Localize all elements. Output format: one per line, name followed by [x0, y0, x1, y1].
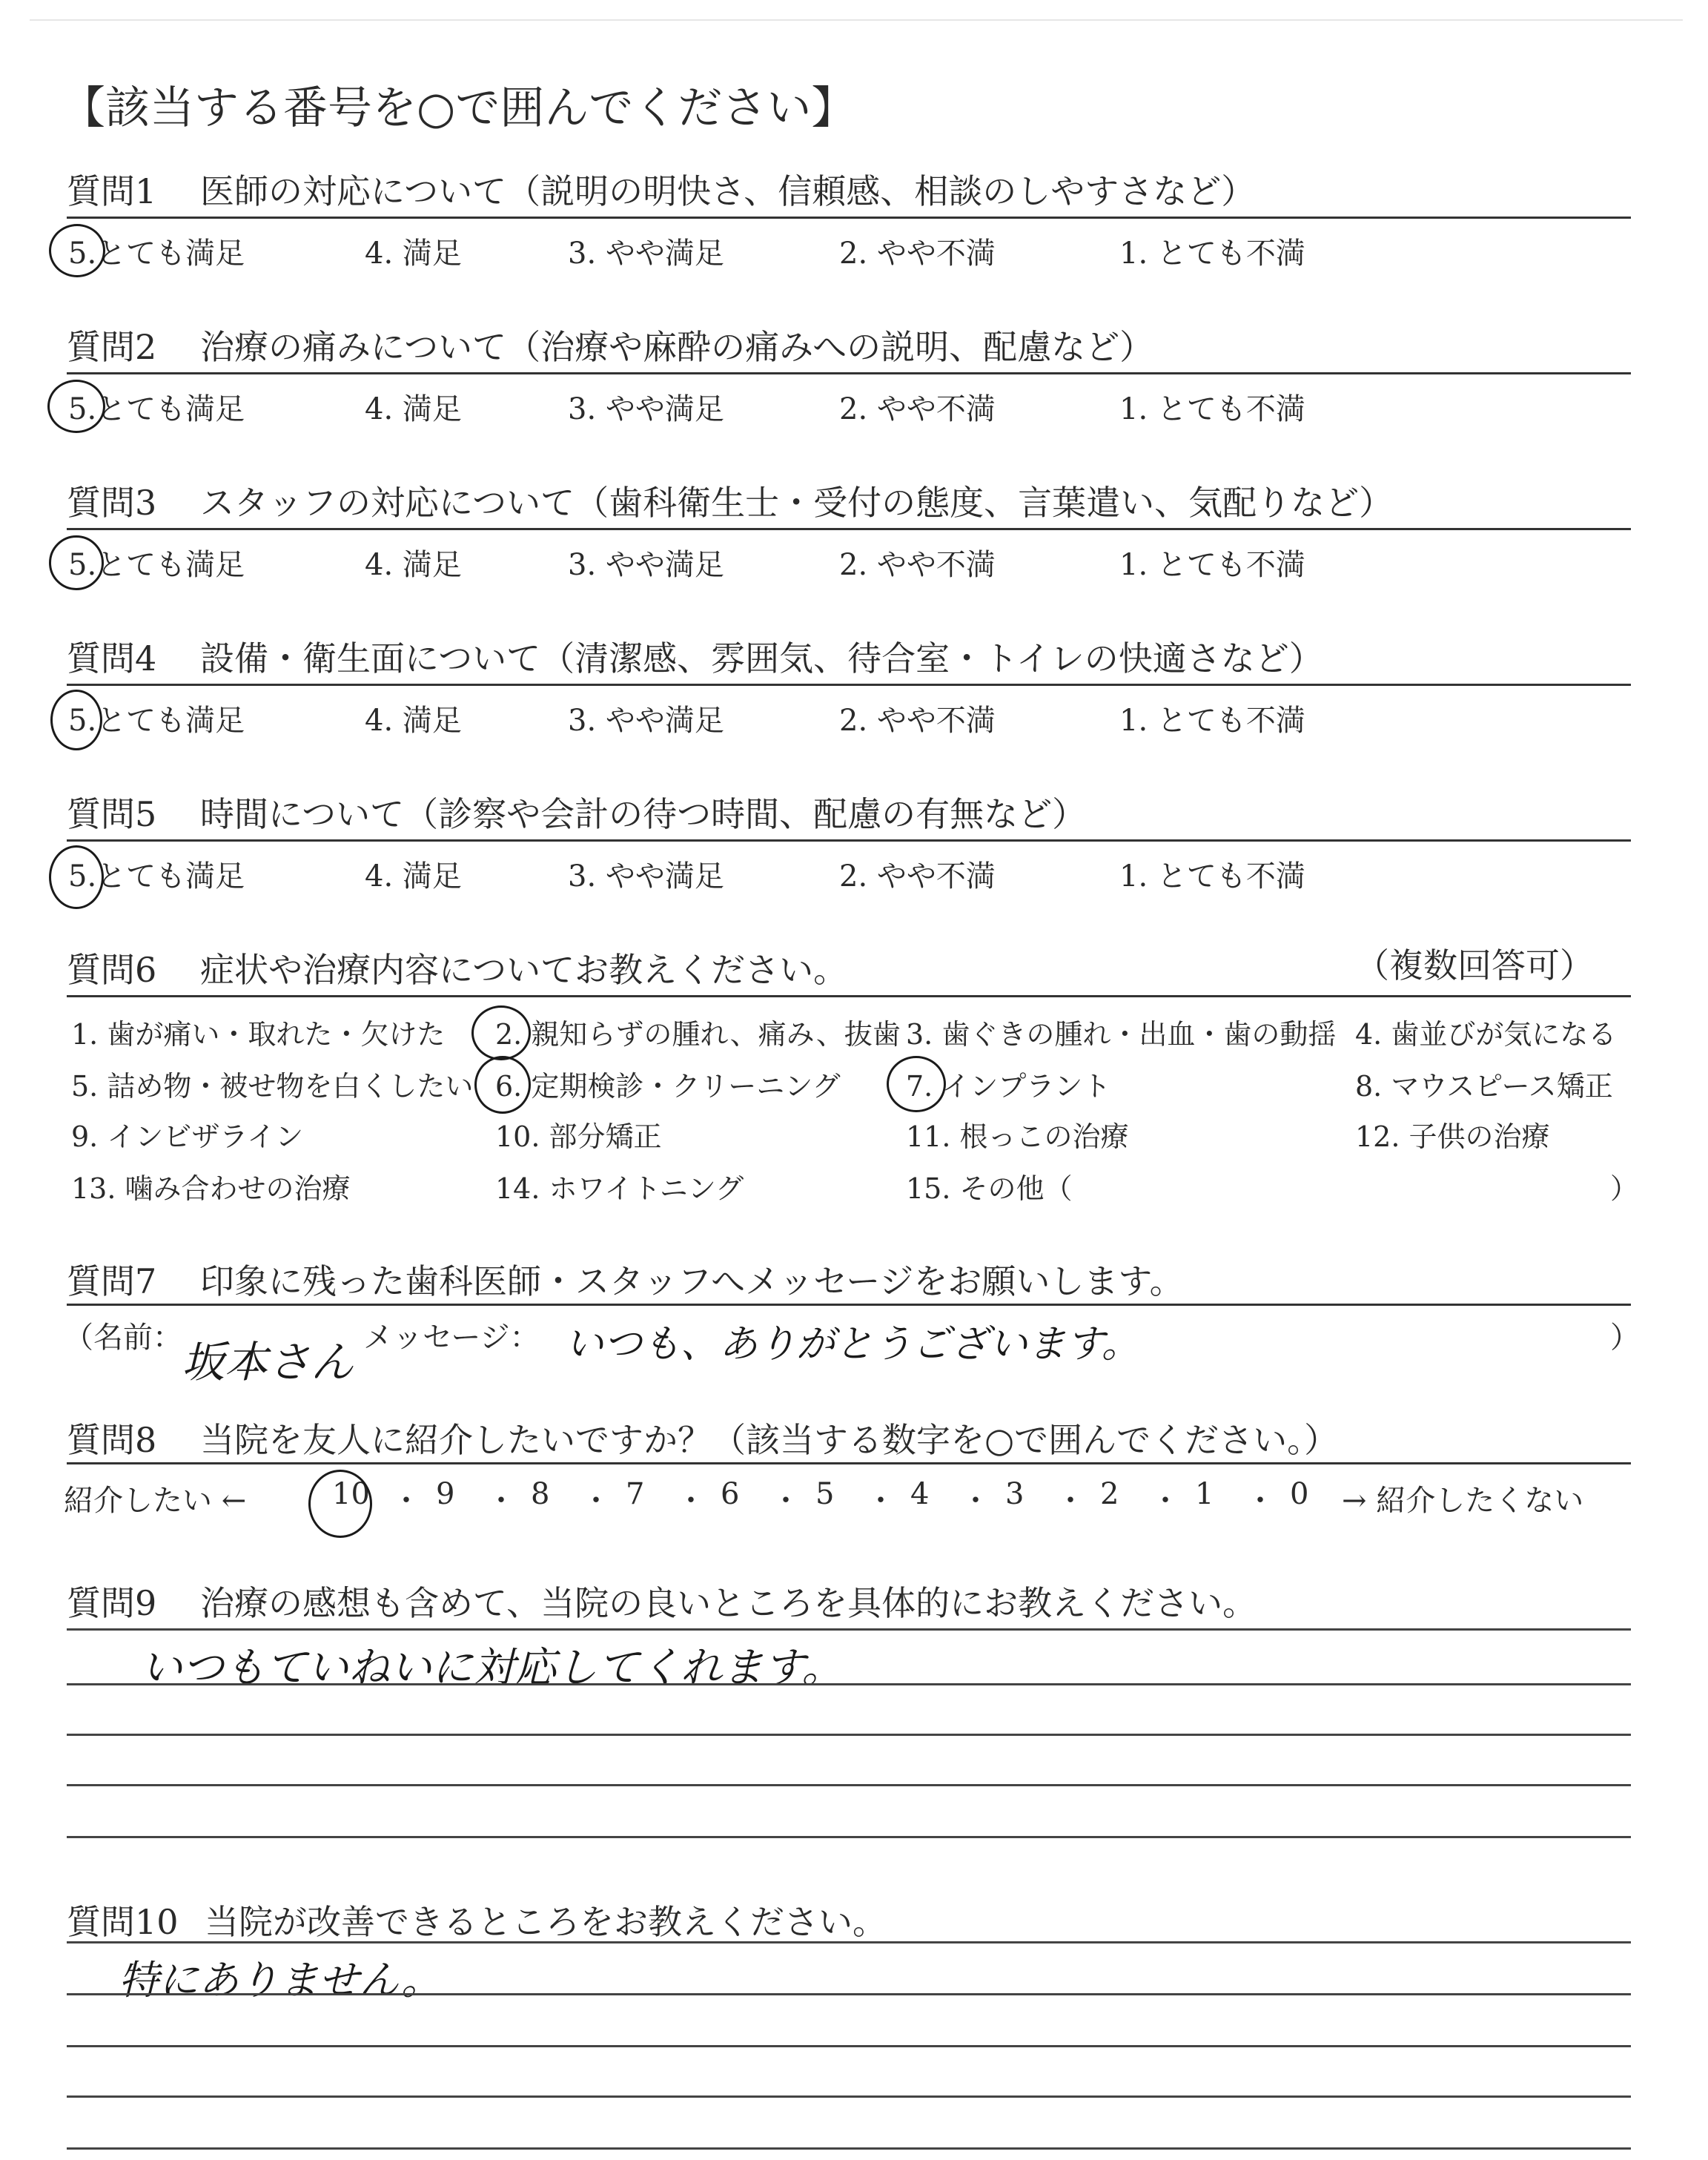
- q6-item-8[interactable]: 8. マウスピース矯正: [1355, 1070, 1613, 1103]
- answer-line: [67, 1683, 1631, 1685]
- question-label: 質問5: [67, 794, 157, 834]
- option-5[interactable]: 5.とても満足: [68, 859, 245, 894]
- option-3[interactable]: 3. やや満足: [568, 392, 724, 426]
- option-1[interactable]: 1. とても不満: [1119, 704, 1305, 738]
- q6-item-14[interactable]: 14. ホワイトニング: [495, 1172, 744, 1205]
- divider: [67, 684, 1631, 686]
- page-top-edge: [30, 19, 1683, 21]
- q6-item-9[interactable]: 9. インビザライン: [71, 1120, 304, 1153]
- divider: [67, 1304, 1631, 1306]
- option-3[interactable]: 3. やや満足: [568, 237, 724, 271]
- question-text: 医師の対応について（説明の明快さ、信頼感、相談のしやすさなど）: [200, 171, 1256, 211]
- multiple-answer-note: （複数回答可）: [1355, 945, 1594, 985]
- question-text: 治療の感想も含めて、当院の良いところを具体的にお教えください。: [200, 1583, 1257, 1623]
- divider: [67, 372, 1631, 374]
- question-text: 当院を友人に紹介したいですか？（該当する数字を○で囲んでください。）: [200, 1420, 1339, 1460]
- question-text: 印象に残った歯科医師・スタッフへメッセージをお願いします。: [200, 1261, 1184, 1301]
- option-4[interactable]: 4. 満足: [365, 237, 462, 271]
- option-5[interactable]: 5.とても満足: [68, 704, 245, 738]
- answer-line: [67, 1836, 1631, 1838]
- q6-item-15-close: ）: [1610, 1172, 1639, 1205]
- scale-dot: ・: [1151, 1484, 1180, 1518]
- scale-10[interactable]: 10: [332, 1477, 370, 1511]
- scale-dot: ・: [771, 1484, 801, 1518]
- scale-5[interactable]: 5: [815, 1477, 835, 1511]
- selected-circle-mark: [49, 535, 104, 590]
- scale-dot: ・: [1245, 1484, 1275, 1518]
- message-close-paren: ）: [1610, 1321, 1640, 1355]
- q6-item-5[interactable]: 5. 詰め物・被せ物を白くしたい: [71, 1070, 474, 1103]
- selected-circle-mark: [474, 1056, 531, 1114]
- option-2[interactable]: 2. やや不満: [839, 548, 996, 582]
- q6-item-4[interactable]: 4. 歯並びが気になる: [1355, 1018, 1617, 1051]
- question-text: 時間について（診察や会計の待つ時間、配慮の有無など）: [200, 794, 1087, 834]
- name-handwriting[interactable]: 坂本さん: [182, 1337, 354, 1387]
- q6-item-6[interactable]: 6. 定期検診・クリーニング: [495, 1070, 841, 1103]
- scale-9[interactable]: 9: [436, 1477, 455, 1511]
- recommend-left-label: 紹介したい ←: [64, 1484, 247, 1518]
- divider: [67, 995, 1631, 997]
- selected-circle-mark: [887, 1056, 946, 1112]
- scale-6[interactable]: 6: [721, 1477, 740, 1511]
- answer-handwriting[interactable]: 特にありません。: [119, 1957, 442, 2004]
- q6-item-1[interactable]: 1. 歯が痛い・取れた・欠けた: [71, 1018, 446, 1051]
- answer-line: [67, 2095, 1631, 2098]
- question-label: 質問1: [67, 171, 157, 211]
- option-4[interactable]: 4. 満足: [365, 392, 462, 426]
- scale-dot: ・: [676, 1484, 706, 1518]
- message-label: メッセージ：: [363, 1321, 540, 1355]
- selected-circle-mark: [49, 224, 105, 277]
- scale-dot: ・: [391, 1484, 421, 1518]
- q6-item-7[interactable]: 7. インプラント: [906, 1070, 1111, 1103]
- selected-circle-mark: [308, 1470, 372, 1538]
- q6-item-13[interactable]: 13. 噛み合わせの治療: [71, 1172, 351, 1205]
- option-4[interactable]: 4. 満足: [365, 548, 462, 582]
- question-label: 質問8: [67, 1420, 157, 1460]
- option-4[interactable]: 4. 満足: [365, 859, 462, 894]
- scale-2[interactable]: 2: [1100, 1477, 1119, 1511]
- scale-7[interactable]: 7: [626, 1477, 645, 1511]
- option-1[interactable]: 1. とても不満: [1119, 392, 1305, 426]
- option-3[interactable]: 3. やや満足: [568, 704, 724, 738]
- option-5[interactable]: 5.とても満足: [68, 392, 245, 426]
- scale-3[interactable]: 3: [1005, 1477, 1025, 1511]
- answer-line: [67, 1628, 1631, 1631]
- option-1[interactable]: 1. とても不満: [1119, 548, 1305, 582]
- option-3[interactable]: 3. やや満足: [568, 859, 724, 894]
- option-3[interactable]: 3. やや満足: [568, 548, 724, 582]
- option-5[interactable]: 5.とても満足: [68, 548, 245, 582]
- question-label: 質問4: [67, 638, 157, 678]
- question-label: 質問10: [67, 1902, 179, 1942]
- recommend-right-label: → 紹介したくない: [1342, 1484, 1584, 1518]
- option-2[interactable]: 2. やや不満: [839, 392, 996, 426]
- option-1[interactable]: 1. とても不満: [1119, 237, 1305, 271]
- message-handwriting[interactable]: いつも、ありがとうございます。: [565, 1322, 1140, 1367]
- question-label: 質問9: [67, 1583, 157, 1623]
- scale-dot: ・: [866, 1484, 896, 1518]
- answer-line: [67, 2045, 1631, 2047]
- selected-circle-mark: [471, 1005, 531, 1060]
- question-text: 治療の痛みについて（治療や麻酔の痛みへの説明、配慮など）: [200, 327, 1154, 367]
- q6-item-15[interactable]: 15. その他（: [906, 1172, 1073, 1205]
- selected-circle-mark: [50, 690, 102, 750]
- answer-handwriting[interactable]: いつもていねいに対応してくれます。: [141, 1644, 844, 1692]
- selected-circle-mark: [47, 380, 105, 433]
- q6-item-11[interactable]: 11. 根っこの治療: [906, 1120, 1129, 1153]
- question-text: 設備・衛生面について（清潔感、雰囲気、待合室・トイレの快適さなど）: [200, 638, 1323, 678]
- q6-item-3[interactable]: 3. 歯ぐきの腫れ・出血・歯の動揺: [906, 1018, 1337, 1051]
- scale-0[interactable]: 0: [1290, 1477, 1309, 1511]
- divider: [67, 1462, 1631, 1464]
- q6-item-10[interactable]: 10. 部分矯正: [495, 1120, 662, 1153]
- q6-item-12[interactable]: 12. 子供の治療: [1355, 1120, 1550, 1153]
- scale-dot: ・: [961, 1484, 990, 1518]
- answer-line: [67, 2147, 1631, 2150]
- question-label: 質問6: [67, 950, 157, 990]
- question-text: 当院が改善できるところをお教えください。: [205, 1902, 887, 1942]
- question-label: 質問3: [67, 483, 157, 523]
- option-1[interactable]: 1. とても不満: [1119, 859, 1305, 894]
- selected-circle-mark: [49, 845, 104, 909]
- question-text: スタッフの対応について（歯科衛生士・受付の態度、言葉遣い、気配りなど）: [200, 483, 1394, 523]
- page-title: 【該当する番号を○で囲んでください】: [61, 82, 856, 134]
- option-5[interactable]: 5.とても満足: [68, 237, 245, 271]
- divider: [67, 839, 1631, 842]
- answer-line: [67, 1993, 1631, 1995]
- scale-4[interactable]: 4: [910, 1477, 930, 1511]
- option-2[interactable]: 2. やや不満: [839, 237, 996, 271]
- answer-line: [67, 1784, 1631, 1786]
- question-label: 質問7: [67, 1261, 157, 1301]
- name-label: （名前：: [64, 1321, 182, 1355]
- option-4[interactable]: 4. 満足: [365, 704, 462, 738]
- question-text: 症状や治療内容についてお教えください。: [200, 950, 848, 990]
- option-2[interactable]: 2. やや不満: [839, 859, 996, 894]
- scale-8[interactable]: 8: [531, 1477, 550, 1511]
- scale-dot: ・: [1056, 1484, 1085, 1518]
- answer-line: [67, 1734, 1631, 1736]
- scale-dot: ・: [486, 1484, 516, 1518]
- divider: [67, 217, 1631, 219]
- answer-line: [67, 1941, 1631, 1943]
- q6-item-2[interactable]: 2. 親知らずの腫れ、痛み、抜歯: [495, 1018, 901, 1051]
- scale-1[interactable]: 1: [1195, 1477, 1214, 1511]
- question-label: 質問2: [67, 327, 157, 367]
- option-2[interactable]: 2. やや不満: [839, 704, 996, 738]
- divider: [67, 528, 1631, 530]
- scale-dot: ・: [581, 1484, 611, 1518]
